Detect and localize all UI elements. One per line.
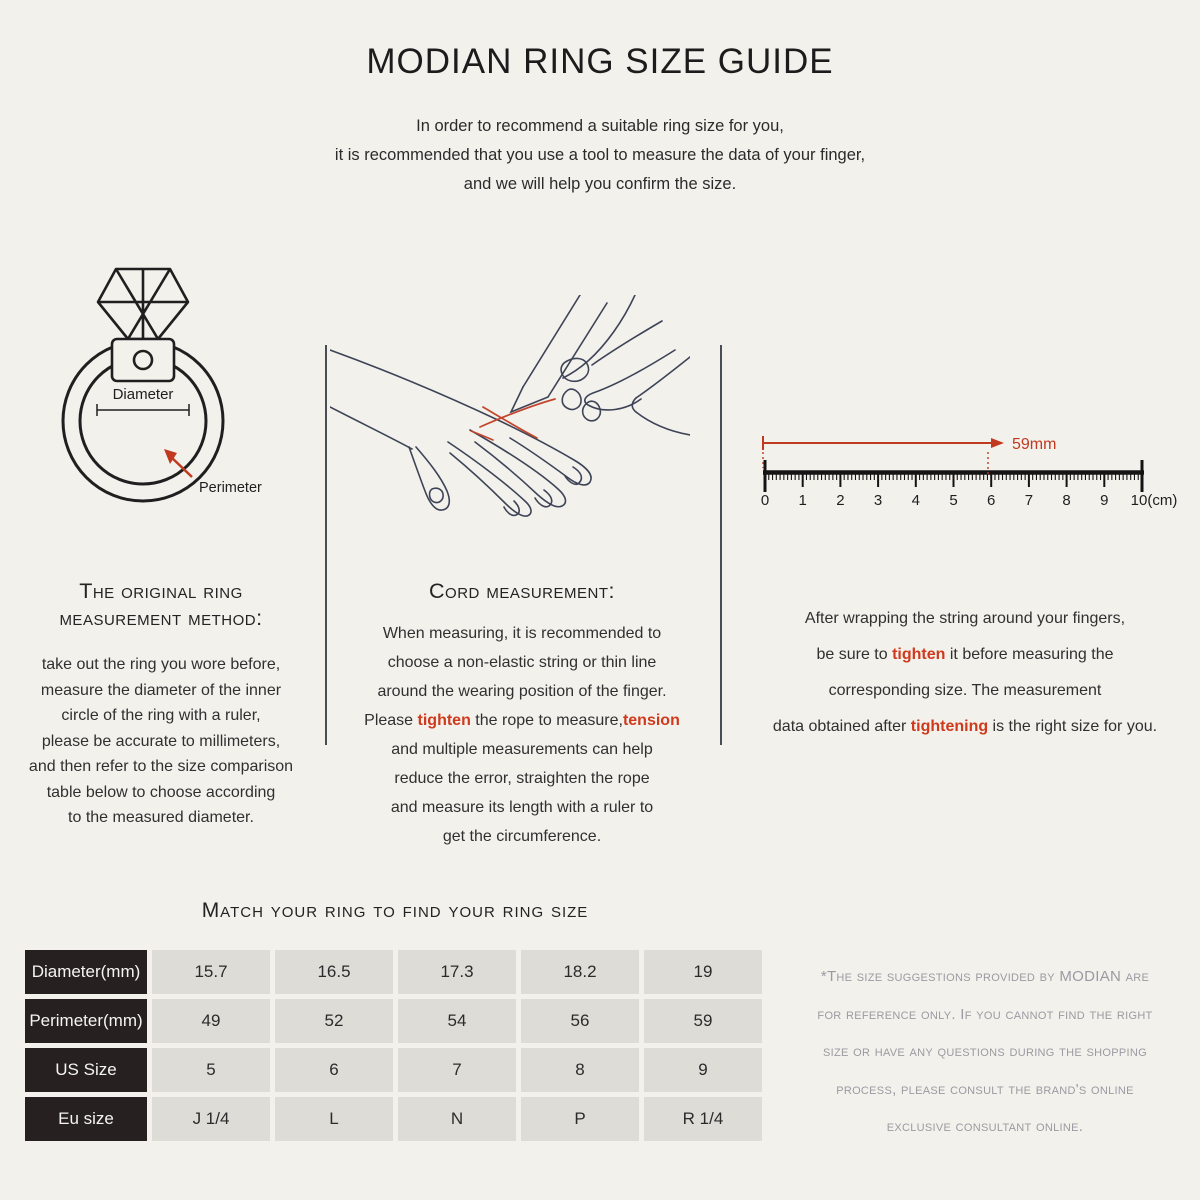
table-cell: 16.5 [275,950,393,994]
row-header: Eu size [25,1097,147,1141]
section-heading: Cord measurement: [429,579,615,603]
table-cell: R 1/4 [644,1097,762,1141]
body-line: and then refer to the size comparison [28,758,294,775]
table-cell: J 1/4 [152,1097,270,1141]
tick-label: 8 [1062,492,1071,509]
table-cell: 9 [644,1048,762,1092]
body-line: reduce the error, straighten the rope [394,770,650,787]
column-divider [720,345,722,745]
body-line: corresponding size. The measurement [828,682,1102,699]
table-cell: N [398,1097,516,1141]
table-cell: 19 [644,950,762,994]
tick-label: 0 [760,492,770,509]
section-heading [8,578,314,632]
measurement-arrow-icon [763,436,1004,476]
diameter-measure-line [97,404,189,416]
body-line: measure the diameter of the inner [40,681,282,699]
body-line: When measuring, it is recommended to [382,625,662,642]
table-cell: 54 [398,999,516,1043]
tick-label: 3 [873,492,883,509]
body-line: data obtained after tightening is the right size for you. [772,718,1158,735]
section-body [337,619,707,851]
disclaimer-line: exclusive consultant online. [886,1118,1084,1135]
table-cell: 17.3 [398,950,516,994]
row-header: Perimeter(mm) [25,999,147,1043]
tick-label: 7 [1024,492,1034,509]
tick-label: 10(cm) [1130,492,1178,509]
body-line: get the circumference. [442,828,602,845]
tick-label: 6 [987,492,996,509]
row-header: Diameter(mm) [25,950,147,994]
body-line: circle of the ring with a ruler, [61,707,261,724]
size-table-heading: Match your ring to find your ring size [201,899,589,922]
row-header: US Size [25,1048,147,1092]
ruler-ticks [765,460,1142,492]
tick-label: 2 [836,492,845,509]
ring-diagram [40,253,320,518]
table-cell: 18.2 [521,950,639,994]
tick-label: 9 [1100,492,1109,509]
tick-label: 4 [911,492,920,509]
body-line: choose a non-elastic string or thin line [387,654,657,671]
disclaimer-line: *The size suggestions provided by MODIAN are [820,968,1150,985]
ruler-scale-labels [761,492,1178,509]
body-line: take out the ring you wore before, [41,656,281,673]
intro-line: and we will help you confirm the size. [463,175,737,193]
body-line: Please tighten the rope to measure,tension [364,712,680,729]
table-cell: L [275,1097,393,1141]
body-line: and multiple measurements can help [391,741,653,758]
body-line: After wrapping the string around your fingers, [804,610,1126,627]
body-line: please be accurate to millimeters, [41,732,281,750]
intro-line: it is recommended that you use a tool to measure the data of your finger, [334,146,866,164]
diameter-label: Diameter [112,386,174,403]
cord-measurement-section [337,578,707,851]
body-line: around the wearing position of the finger. [377,683,667,700]
string-mark-icon [471,399,555,440]
measurement-value-label: 59mm [1012,436,1057,453]
table-cell: 56 [521,999,639,1043]
diamond-icon [98,269,188,339]
after-wrapping-section [740,601,1190,745]
disclaimer-line: for reference only. If you cannot find the right [817,1005,1153,1023]
body-line: table below to choose according [46,783,276,801]
page-title: MODIAN RING SIZE GUIDE [366,42,834,81]
disclaimer-line: process, please consult the brand's online [836,1080,1134,1098]
table-cell: P [521,1097,639,1141]
body-line: to the measured diameter. [68,809,254,826]
hand-measuring-illustration [330,295,690,545]
section-body [8,652,314,831]
intro-line: In order to recommend a suitable ring size for you, [416,117,784,135]
table-cell: 59 [644,999,762,1043]
body-line: and measure its length with a ruler to [390,799,654,816]
heading-line: The original ring [79,579,243,603]
heading-line: measurement method: [59,606,263,630]
body-line: be sure to tighten it before measuring the [816,646,1114,663]
tick-label: 1 [798,492,807,509]
table-cell: 7 [398,1048,516,1092]
ruler-diagram [745,413,1185,513]
table-cell: 5 [152,1048,270,1092]
table-cell: 8 [521,1048,639,1092]
table-cell: 6 [275,1048,393,1092]
ring-size-table [25,950,762,1141]
disclaimer-text [775,958,1195,1146]
tick-label: 5 [949,492,958,509]
disclaimer-line: size or have any questions during the shopping [823,1043,1147,1060]
table-cell: 15.7 [152,950,270,994]
column-divider [325,345,327,745]
perimeter-label: Perimeter [199,480,262,496]
ring-setting-icon [112,339,174,381]
table-cell: 52 [275,999,393,1043]
hands-line-art-icon [330,295,690,516]
table-cell: 49 [152,999,270,1043]
intro-text [0,112,1200,199]
original-method-section [8,578,314,831]
